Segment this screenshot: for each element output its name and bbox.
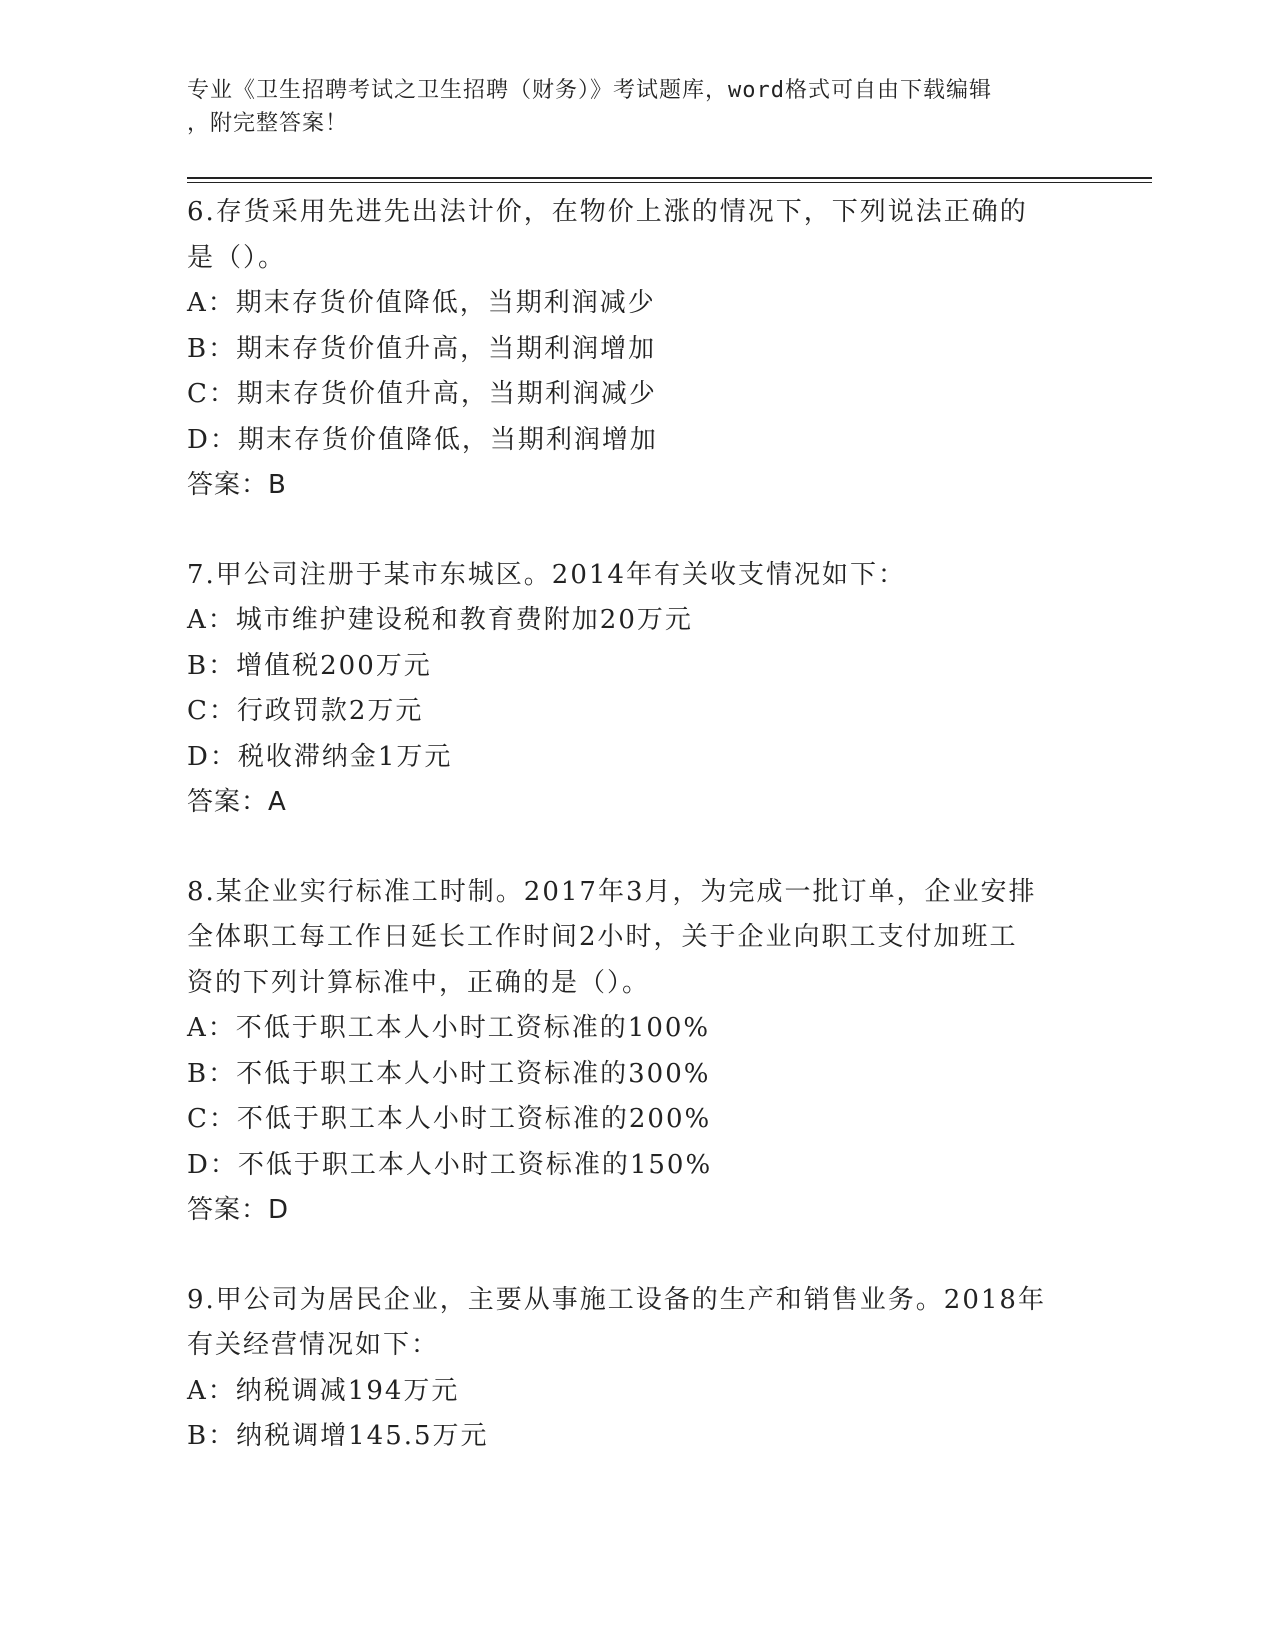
- question-6: [187, 190, 1107, 509]
- option-d: D：税收滞纳金1万元: [187, 741, 453, 772]
- option-b: B：纳税调增145.5万元: [187, 1421, 489, 1451]
- question-9: [187, 1278, 1107, 1460]
- header-line-1: 专业《卫生招聘考试之卫生招聘（财务）》考试题库，word格式可自由下载编辑: [187, 78, 992, 103]
- option-c: C：期末存货价值升高，当期利润减少: [187, 379, 657, 409]
- option-b: B：期末存货价值升高，当期利润增加: [187, 333, 657, 364]
- option-a: A：不低于职工本人小时工资标准的100%: [187, 1013, 711, 1043]
- answer-line: 答案：B: [187, 470, 287, 500]
- question-stem-line: 6.存货采用先进先出法计价，在物价上涨的情况下，下列说法正确的: [187, 197, 1028, 227]
- question-stem-line: 8.某企业实行标准工时制。2017年3月，为完成一批订单，企业安排: [187, 876, 1037, 907]
- question-stem-line: 是（）。: [187, 242, 287, 273]
- header-line-2: ，附完整答案！: [187, 111, 349, 136]
- option-c: C：不低于职工本人小时工资标准的200%: [187, 1104, 712, 1134]
- question-8: [187, 870, 1107, 1234]
- option-a: A：城市维护建设税和教育费附加20万元: [187, 605, 693, 635]
- option-c: C：行政罚款2万元: [187, 696, 424, 726]
- answer-line: 答案：D: [187, 1195, 290, 1225]
- header-divider-thick: [187, 177, 1152, 179]
- option-a: A：纳税调减194万元: [187, 1375, 460, 1406]
- answer-line: 答案：A: [187, 787, 287, 817]
- question-stem-line: 9.甲公司为居民企业，主要从事施工设备的生产和销售业务。2018年: [187, 1284, 1046, 1315]
- option-b: B：增值税200万元: [187, 650, 432, 681]
- option-d: D：不低于职工本人小时工资标准的150%: [187, 1149, 713, 1180]
- header-divider-thin: [187, 182, 1152, 183]
- question-stem-line: 资的下列计算标准中，正确的是（）。: [187, 967, 651, 998]
- question-stem-line: 全体职工每工作日延长工作时间2小时，关于企业向职工支付加班工: [187, 922, 1018, 952]
- question-list: [187, 190, 1107, 1504]
- question-stem-line: 有关经营情况如下：: [187, 1330, 440, 1360]
- question-stem-line: 7.甲公司注册于某市东城区。2014年有关收支情况如下：: [187, 559, 906, 590]
- option-a: A：期末存货价值降低，当期利润减少: [187, 288, 656, 318]
- question-7: [187, 553, 1107, 826]
- option-d: D：期末存货价值降低，当期利润增加: [187, 424, 658, 455]
- document-header: [187, 74, 1067, 140]
- option-b: B：不低于职工本人小时工资标准的300%: [187, 1058, 711, 1089]
